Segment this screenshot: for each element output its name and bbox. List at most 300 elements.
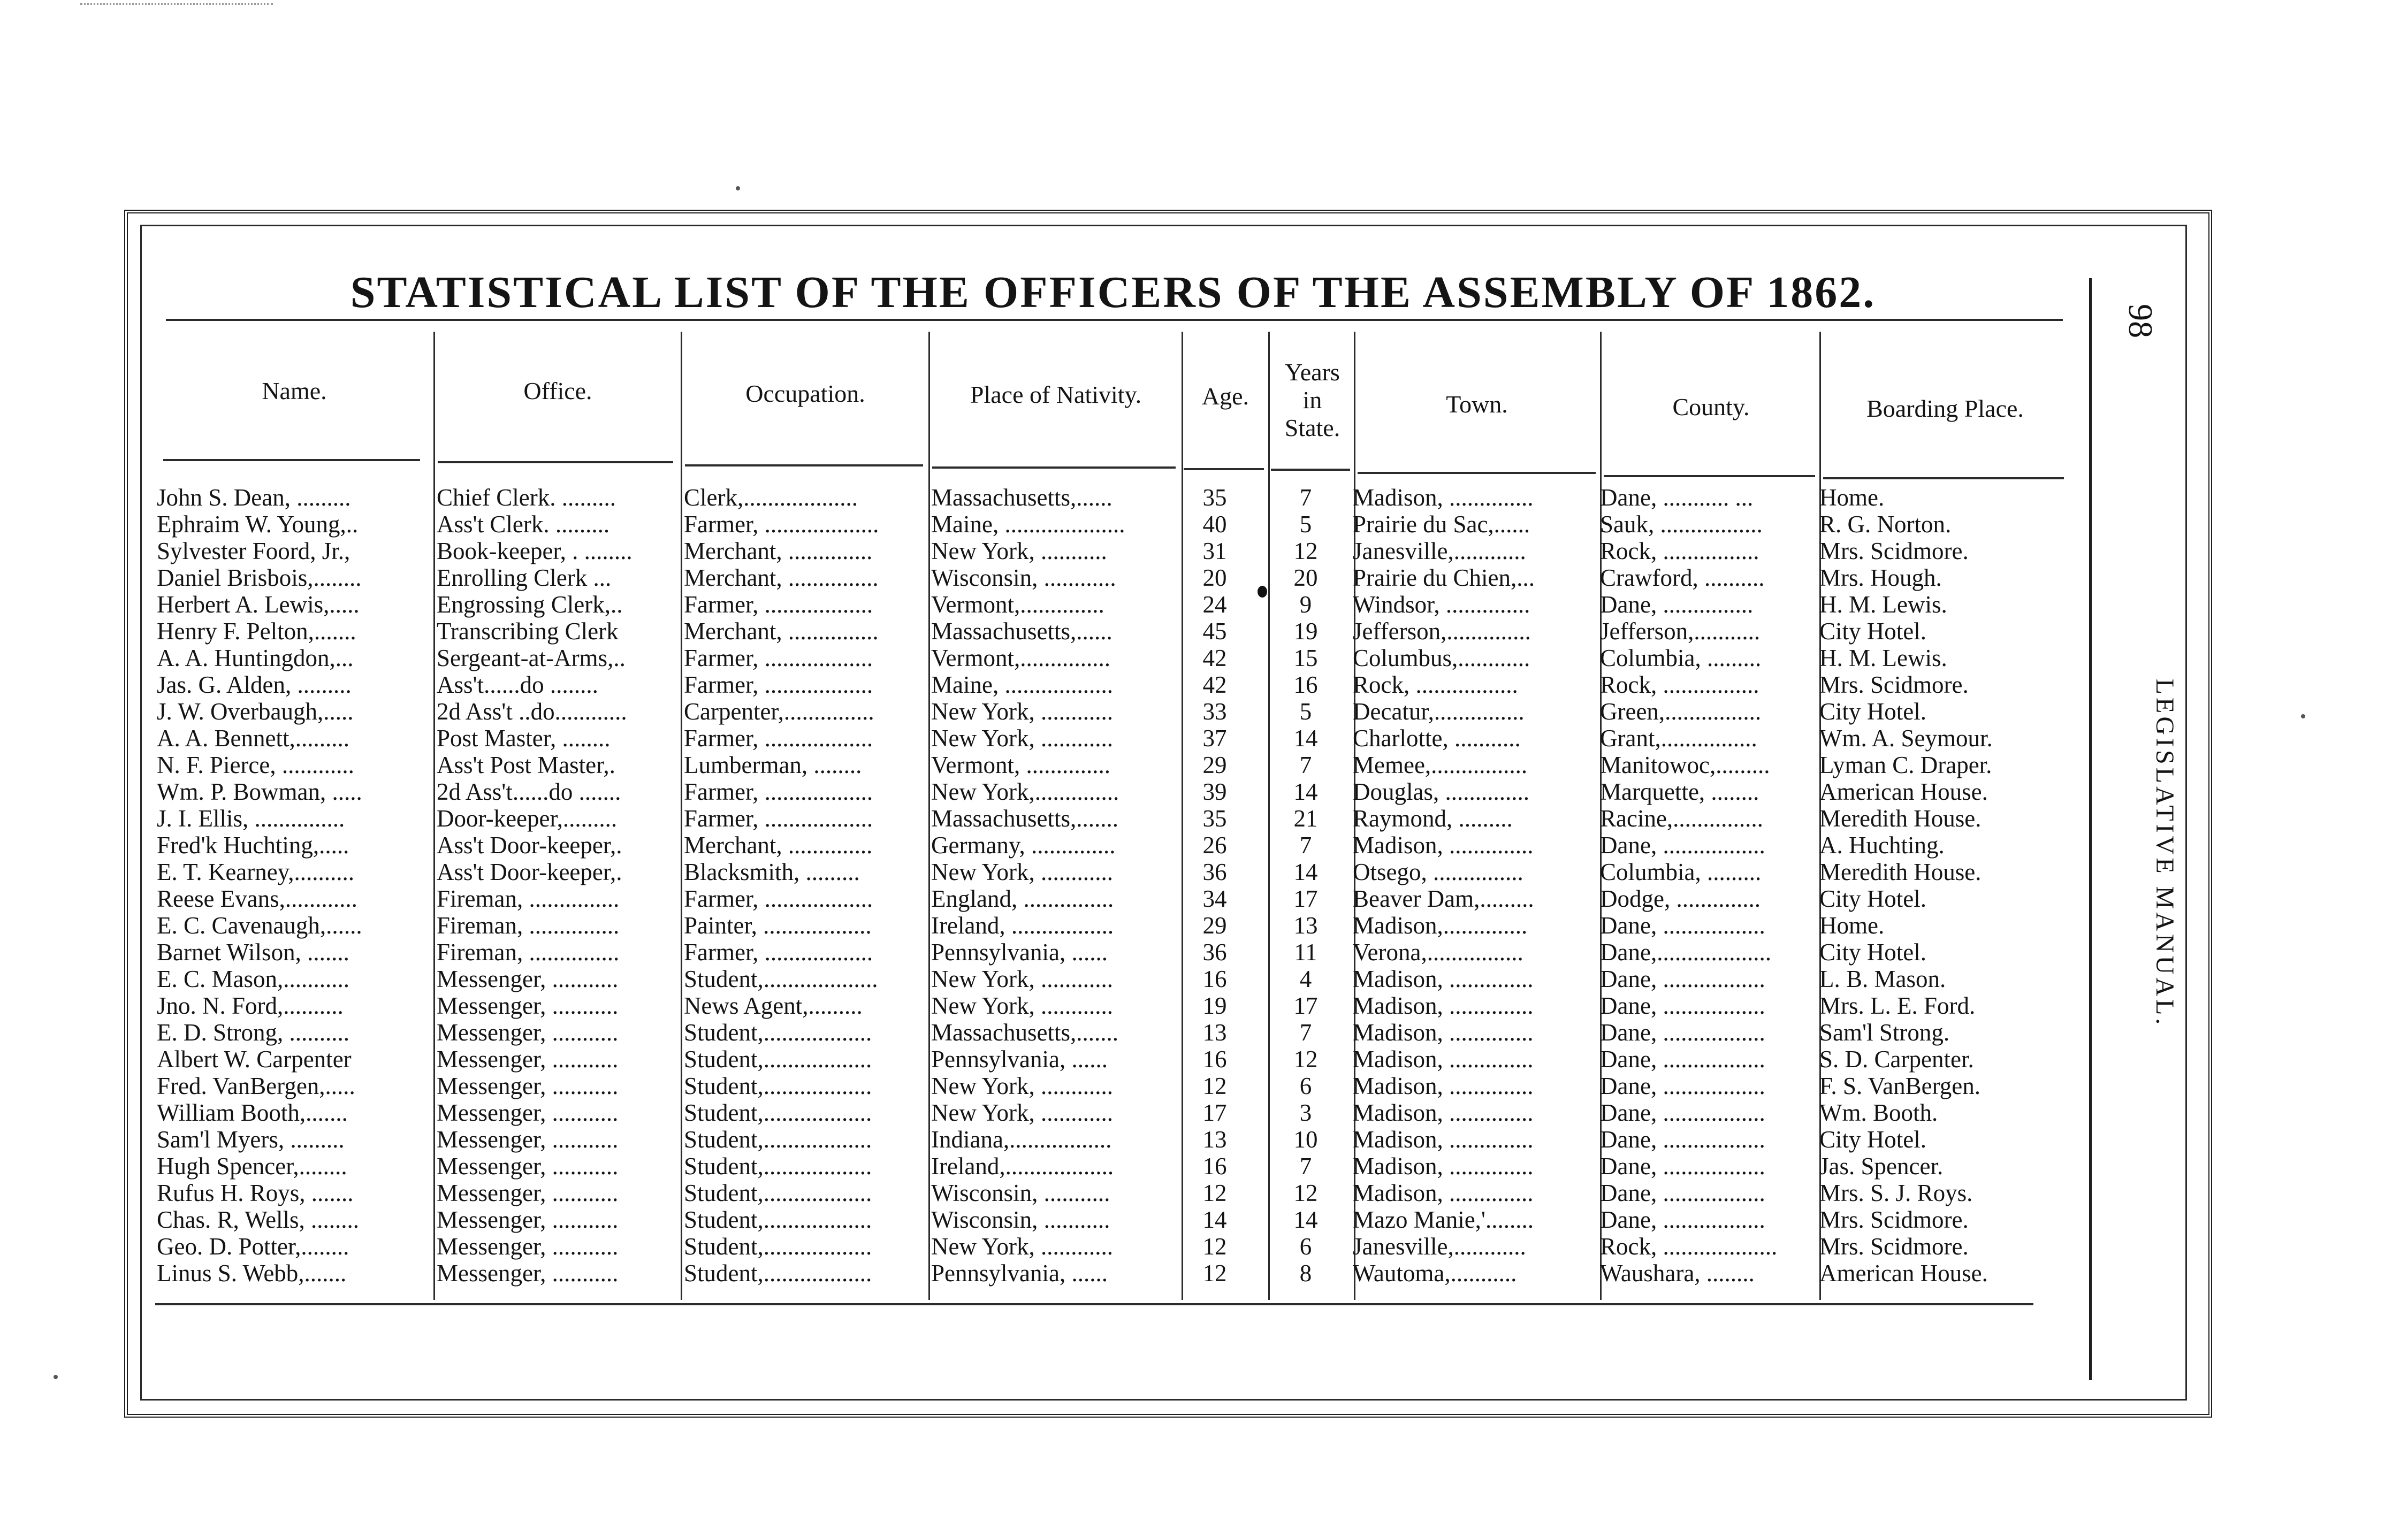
officer-name: E. T. Kearney,.......... bbox=[157, 859, 355, 885]
officer-town: Windsor, .............. bbox=[1353, 591, 1530, 618]
header-town: Town. bbox=[1446, 391, 1508, 418]
officer-office: Book-keeper, . ........ bbox=[437, 538, 633, 564]
officer-county: Dane, ................. bbox=[1600, 832, 1765, 859]
header-underline bbox=[1271, 469, 1350, 471]
officer-occupation: Merchant, .............. bbox=[684, 832, 873, 859]
table-bottom-rule bbox=[155, 1303, 2033, 1305]
officer-name: Sylvester Foord, Jr., bbox=[157, 538, 350, 564]
officer-name: Reese Evans,............ bbox=[157, 885, 357, 912]
table-row bbox=[0, 618, 2408, 645]
table-row bbox=[0, 1099, 2408, 1126]
officer-years-in-state: 21 bbox=[1293, 805, 1318, 832]
header-place-of-nativity: Place of Nativity. bbox=[970, 381, 1142, 408]
officer-occupation: Student,.................. bbox=[684, 1233, 872, 1260]
officer-name: J. W. Overbaugh,..... bbox=[157, 698, 354, 725]
officer-age: 12 bbox=[1202, 1260, 1227, 1287]
officer-county: Dane, ................. bbox=[1600, 966, 1765, 992]
officer-office: Ass't Post Master,. bbox=[437, 752, 615, 778]
header-underline bbox=[932, 466, 1176, 469]
officer-years-in-state: 17 bbox=[1293, 992, 1318, 1019]
officer-place-of-nativity: Massachusetts,....... bbox=[931, 805, 1118, 832]
officer-office: Ass't Clerk. ......... bbox=[437, 511, 610, 538]
table-row bbox=[0, 564, 2408, 591]
officer-town: Mazo Manie,'........ bbox=[1353, 1206, 1534, 1233]
officer-office: 2d Ass't ..do............ bbox=[437, 698, 627, 725]
table-row bbox=[0, 645, 2408, 671]
table-row bbox=[0, 1019, 2408, 1046]
officer-office: Fireman, ............... bbox=[437, 885, 620, 912]
officer-years-in-state: 12 bbox=[1293, 1046, 1318, 1073]
officer-office: Messenger, ........... bbox=[437, 1073, 619, 1099]
officer-place-of-nativity: New York,.............. bbox=[931, 778, 1119, 805]
officer-boarding-place: Wm. A. Seymour. bbox=[1819, 725, 1993, 752]
officer-place-of-nativity: Maine, .................. bbox=[931, 671, 1113, 698]
officer-boarding-place: Home. bbox=[1819, 912, 1885, 939]
officer-occupation: Blacksmith, ......... bbox=[684, 859, 860, 885]
officer-occupation: Painter, .................. bbox=[684, 912, 872, 939]
officer-place-of-nativity: Wisconsin, ........... bbox=[931, 1206, 1110, 1233]
officer-office: Transcribing Clerk bbox=[437, 618, 619, 645]
officer-county: Dane, ................. bbox=[1600, 1019, 1765, 1046]
officer-age: 16 bbox=[1202, 1153, 1227, 1180]
officer-office: 2d Ass't......do ....... bbox=[437, 778, 621, 805]
officer-county: Columbia, ......... bbox=[1600, 859, 1762, 885]
officer-office: Messenger, ........... bbox=[437, 1180, 619, 1206]
officer-years-in-state: 14 bbox=[1293, 725, 1318, 752]
officer-years-in-state: 9 bbox=[1299, 591, 1312, 618]
table-row bbox=[0, 1233, 2408, 1260]
officer-years-in-state: 6 bbox=[1299, 1073, 1312, 1099]
officer-occupation: Student,.................. bbox=[684, 1153, 872, 1180]
header-underline bbox=[163, 459, 420, 461]
table-row bbox=[0, 939, 2408, 966]
officer-years-in-state: 7 bbox=[1299, 1153, 1312, 1180]
officer-boarding-place: L. B. Mason. bbox=[1819, 966, 1946, 992]
officer-boarding-place: Wm. Booth. bbox=[1819, 1099, 1938, 1126]
officer-office: Ass't......do ........ bbox=[437, 671, 598, 698]
officer-town: Madison, .............. bbox=[1353, 832, 1534, 859]
officer-name: Geo. D. Potter,........ bbox=[157, 1233, 349, 1260]
header-underline bbox=[1604, 475, 1815, 477]
officer-town: Madison,.............. bbox=[1353, 912, 1528, 939]
officer-boarding-place: City Hotel. bbox=[1819, 698, 1926, 725]
officer-place-of-nativity: Indiana,................. bbox=[931, 1126, 1112, 1153]
officer-place-of-nativity: New York, ............ bbox=[931, 698, 1114, 725]
officer-occupation: Student,................... bbox=[684, 966, 878, 992]
officer-town: Janesville,............ bbox=[1353, 538, 1526, 564]
officer-occupation: Merchant, ............... bbox=[684, 564, 879, 591]
officer-years-in-state: 12 bbox=[1293, 1180, 1318, 1206]
officer-county: Racine,............... bbox=[1600, 805, 1763, 832]
table-row bbox=[0, 591, 2408, 618]
officer-occupation: Student,.................. bbox=[684, 1099, 872, 1126]
officer-county: Dane, ................. bbox=[1600, 1180, 1765, 1206]
officer-office: Messenger, ........... bbox=[437, 966, 619, 992]
officer-place-of-nativity: Ireland,.................. bbox=[931, 1153, 1114, 1180]
officer-office: Messenger, ........... bbox=[437, 1046, 619, 1073]
officer-county: Dane, ................. bbox=[1600, 1099, 1765, 1126]
officer-boarding-place: City Hotel. bbox=[1819, 618, 1926, 645]
officer-boarding-place: R. G. Norton. bbox=[1819, 511, 1952, 538]
officer-county: Dane, ................. bbox=[1600, 1206, 1765, 1233]
officer-years-in-state: 7 bbox=[1299, 752, 1312, 778]
officer-years-in-state: 7 bbox=[1299, 484, 1312, 511]
officer-age: 29 bbox=[1202, 912, 1227, 939]
officer-years-in-state: 7 bbox=[1299, 1019, 1312, 1046]
officer-county: Dane, ................. bbox=[1600, 1073, 1765, 1099]
header-years-in-state: Years in State. bbox=[1284, 358, 1340, 441]
officer-boarding-place: H. M. Lewis. bbox=[1819, 591, 1947, 618]
officer-occupation: Farmer, .................. bbox=[684, 939, 873, 966]
officer-county: Rock, ................ bbox=[1600, 538, 1759, 564]
officer-county: Marquette, ........ bbox=[1600, 778, 1759, 805]
officer-office: Chief Clerk. ......... bbox=[437, 484, 616, 511]
officer-county: Rock, ................ bbox=[1600, 671, 1759, 698]
page-title: STATISTICAL LIST OF THE OFFICERS OF THE ASSEMBLY OF 1862. bbox=[350, 267, 1876, 317]
officer-place-of-nativity: New York, ............ bbox=[931, 725, 1114, 752]
officer-name: Jno. N. Ford,.......... bbox=[157, 992, 344, 1019]
officer-years-in-state: 6 bbox=[1299, 1233, 1312, 1260]
officer-occupation: Student,.................. bbox=[684, 1260, 872, 1287]
officer-county: Dane,................... bbox=[1600, 939, 1771, 966]
officer-place-of-nativity: Vermont,............... bbox=[931, 645, 1110, 671]
officer-age: 35 bbox=[1202, 484, 1227, 511]
officer-town: Madison, .............. bbox=[1353, 1046, 1534, 1073]
officer-name: Ephraim W. Young,.. bbox=[157, 511, 359, 538]
header-underline bbox=[685, 464, 923, 466]
officer-name: Henry F. Pelton,....... bbox=[157, 618, 356, 645]
officer-name: Rufus H. Roys, ....... bbox=[157, 1180, 354, 1206]
officer-age: 33 bbox=[1202, 698, 1227, 725]
officer-years-in-state: 10 bbox=[1293, 1126, 1318, 1153]
officer-county: Dane, ............... bbox=[1600, 591, 1754, 618]
officer-office: Fireman, ............... bbox=[437, 939, 620, 966]
officer-town: Rock, ................. bbox=[1353, 671, 1518, 698]
officer-name: Jas. G. Alden, ......... bbox=[157, 671, 352, 698]
officer-years-in-state: 3 bbox=[1299, 1099, 1312, 1126]
officer-age: 17 bbox=[1202, 1099, 1227, 1126]
table-row bbox=[0, 538, 2408, 564]
officer-town: Prairie du Chien,... bbox=[1353, 564, 1535, 591]
officer-county: Manitowoc,......... bbox=[1600, 752, 1770, 778]
header-name: Name. bbox=[262, 377, 327, 404]
table-row bbox=[0, 992, 2408, 1019]
officer-place-of-nativity: New York, ............ bbox=[931, 859, 1114, 885]
officer-boarding-place: Sam'l Strong. bbox=[1819, 1019, 1950, 1046]
officer-town: Douglas, .............. bbox=[1353, 778, 1529, 805]
officer-occupation: Farmer, .................. bbox=[684, 645, 873, 671]
officer-office: Sergeant-at-Arms,.. bbox=[437, 645, 626, 671]
officer-county: Green,................ bbox=[1600, 698, 1762, 725]
officer-age: 13 bbox=[1202, 1126, 1227, 1153]
officer-name: A. A. Bennett,......... bbox=[157, 725, 349, 752]
officer-town: Madison, .............. bbox=[1353, 1180, 1534, 1206]
officer-age: 24 bbox=[1202, 591, 1227, 618]
officer-age: 36 bbox=[1202, 939, 1227, 966]
officer-name: E. C. Mason,........... bbox=[157, 966, 349, 992]
officer-name: Albert W. Carpenter bbox=[157, 1046, 352, 1073]
officer-boarding-place: F. S. VanBergen. bbox=[1819, 1073, 1981, 1099]
table-row bbox=[0, 1126, 2408, 1153]
officer-age: 14 bbox=[1202, 1206, 1227, 1233]
officer-place-of-nativity: Pennsylvania, ...... bbox=[931, 1260, 1108, 1287]
table-row bbox=[0, 966, 2408, 992]
officer-occupation: Farmer, .................. bbox=[684, 591, 873, 618]
header-county: County. bbox=[1672, 393, 1750, 420]
officer-place-of-nativity: England, ............... bbox=[931, 885, 1114, 912]
officer-occupation: Farmer, .................. bbox=[684, 725, 873, 752]
officer-office: Enrolling Clerk ... bbox=[437, 564, 612, 591]
officer-boarding-place: S. D. Carpenter. bbox=[1819, 1046, 1974, 1073]
officer-years-in-state: 15 bbox=[1293, 645, 1318, 671]
officer-occupation: Student,.................. bbox=[684, 1019, 872, 1046]
table-row bbox=[0, 912, 2408, 939]
stray-dot bbox=[54, 1375, 58, 1379]
header-underline bbox=[1358, 472, 1596, 474]
officer-age: 12 bbox=[1202, 1073, 1227, 1099]
officer-name: Wm. P. Bowman, ..... bbox=[157, 778, 362, 805]
officer-boarding-place: Home. bbox=[1819, 484, 1885, 511]
officer-age: 29 bbox=[1202, 752, 1227, 778]
header-age: Age. bbox=[1201, 382, 1249, 410]
officer-name: Sam'l Myers, ......... bbox=[157, 1126, 345, 1153]
officer-office: Post Master, ........ bbox=[437, 725, 611, 752]
officer-office: Fireman, ............... bbox=[437, 912, 620, 939]
scan-smudge bbox=[80, 3, 273, 7]
officer-age: 39 bbox=[1202, 778, 1227, 805]
officer-county: Jefferson,........... bbox=[1600, 618, 1761, 645]
officer-years-in-state: 7 bbox=[1299, 832, 1312, 859]
officer-town: Madison, .............. bbox=[1353, 1126, 1534, 1153]
officer-boarding-place: Meredith House. bbox=[1819, 805, 1982, 832]
officer-years-in-state: 11 bbox=[1294, 939, 1317, 966]
officer-age: 37 bbox=[1202, 725, 1227, 752]
officer-age: 42 bbox=[1202, 645, 1227, 671]
officer-boarding-place: Mrs. S. J. Roys. bbox=[1819, 1180, 1973, 1206]
officer-office: Messenger, ........... bbox=[437, 1260, 619, 1287]
officer-town: Columbus,............ bbox=[1353, 645, 1530, 671]
officer-office: Ass't Door-keeper,. bbox=[437, 859, 622, 885]
table-row bbox=[0, 725, 2408, 752]
officer-place-of-nativity: New York, ............ bbox=[931, 1073, 1114, 1099]
table-row bbox=[0, 885, 2408, 912]
officer-town: Madison, .............. bbox=[1353, 1019, 1534, 1046]
officer-place-of-nativity: Wisconsin, ........... bbox=[931, 1180, 1110, 1206]
officer-name: E. C. Cavenaugh,...... bbox=[157, 912, 362, 939]
officer-boarding-place: Mrs. Scidmore. bbox=[1819, 538, 1969, 564]
table-row bbox=[0, 1260, 2408, 1287]
officer-name: J. I. Ellis, ............... bbox=[157, 805, 345, 832]
officer-age: 45 bbox=[1202, 618, 1227, 645]
officer-town: Madison, .............. bbox=[1353, 966, 1534, 992]
officer-county: Dane, ................. bbox=[1600, 992, 1765, 1019]
officer-place-of-nativity: Pennsylvania, ...... bbox=[931, 939, 1108, 966]
table-row bbox=[0, 671, 2408, 698]
officer-years-in-state: 19 bbox=[1293, 618, 1318, 645]
officer-boarding-place: Lyman C. Draper. bbox=[1819, 752, 1992, 778]
officer-boarding-place: City Hotel. bbox=[1819, 1126, 1926, 1153]
officer-years-in-state: 16 bbox=[1293, 671, 1318, 698]
officer-boarding-place: H. M. Lewis. bbox=[1819, 645, 1947, 671]
officer-place-of-nativity: New York, ............ bbox=[931, 1233, 1114, 1260]
officer-office: Messenger, ........... bbox=[437, 1233, 619, 1260]
officer-town: Wautoma,........... bbox=[1353, 1260, 1517, 1287]
officer-occupation: Farmer, .................. bbox=[684, 778, 873, 805]
officer-county: Columbia, ......... bbox=[1600, 645, 1762, 671]
officer-name: John S. Dean, ......... bbox=[157, 484, 351, 511]
officer-occupation: Student,.................. bbox=[684, 1126, 872, 1153]
table-row bbox=[0, 805, 2408, 832]
officer-years-in-state: 4 bbox=[1299, 966, 1312, 992]
table-row bbox=[0, 859, 2408, 885]
officer-county: Dane, ........... ... bbox=[1600, 484, 1754, 511]
header-boarding-place: Boarding Place. bbox=[1866, 395, 2024, 422]
officer-years-in-state: 5 bbox=[1299, 698, 1312, 725]
officer-office: Messenger, ........... bbox=[437, 992, 619, 1019]
officer-years-in-state: 12 bbox=[1293, 538, 1318, 564]
officer-place-of-nativity: New York, ........... bbox=[931, 538, 1107, 564]
officer-town: Madison, .............. bbox=[1353, 1153, 1534, 1180]
officer-county: Dane, ................. bbox=[1600, 1126, 1765, 1153]
officer-place-of-nativity: Massachusetts,...... bbox=[931, 618, 1112, 645]
officer-boarding-place: City Hotel. bbox=[1819, 885, 1926, 912]
officer-place-of-nativity: Massachusetts,....... bbox=[931, 1019, 1118, 1046]
officer-years-in-state: 8 bbox=[1299, 1260, 1312, 1287]
officer-place-of-nativity: Vermont, .............. bbox=[931, 752, 1110, 778]
officer-age: 12 bbox=[1202, 1233, 1227, 1260]
officer-occupation: Student,.................. bbox=[684, 1206, 872, 1233]
table-row bbox=[0, 1073, 2408, 1099]
officer-county: Grant,................ bbox=[1600, 725, 1757, 752]
officer-county: Dane, ................. bbox=[1600, 1046, 1765, 1073]
officer-boarding-place: Mrs. Hough. bbox=[1819, 564, 1942, 591]
officer-occupation: Lumberman, ........ bbox=[684, 752, 862, 778]
header-underline bbox=[1184, 468, 1264, 470]
officer-age: 19 bbox=[1202, 992, 1227, 1019]
officer-name: Hugh Spencer,........ bbox=[157, 1153, 347, 1180]
officer-place-of-nativity: Ireland, ................. bbox=[931, 912, 1114, 939]
officer-town: Raymond, ......... bbox=[1353, 805, 1513, 832]
officer-county: Crawford, .......... bbox=[1600, 564, 1765, 591]
officer-office: Door-keeper,......... bbox=[437, 805, 618, 832]
officer-age: 16 bbox=[1202, 966, 1227, 992]
officer-place-of-nativity: Germany, .............. bbox=[931, 832, 1116, 859]
officer-age: 42 bbox=[1202, 671, 1227, 698]
officer-name: Linus S. Webb,....... bbox=[157, 1260, 347, 1287]
officer-county: Dodge, .............. bbox=[1600, 885, 1761, 912]
officer-place-of-nativity: Massachusetts,...... bbox=[931, 484, 1112, 511]
officer-occupation: Student,.................. bbox=[684, 1073, 872, 1099]
officer-boarding-place: Meredith House. bbox=[1819, 859, 1982, 885]
table-row bbox=[0, 1180, 2408, 1206]
officer-town: Verona,................ bbox=[1353, 939, 1523, 966]
officer-age: 34 bbox=[1202, 885, 1227, 912]
officer-name: Fred. VanBergen,..... bbox=[157, 1073, 355, 1099]
officer-place-of-nativity: New York, ............ bbox=[931, 1099, 1114, 1126]
officer-occupation: Farmer, ................... bbox=[684, 511, 879, 538]
officer-occupation: Farmer, .................. bbox=[684, 805, 873, 832]
officer-county: Dane, ................. bbox=[1600, 912, 1765, 939]
officer-years-in-state: 14 bbox=[1293, 778, 1318, 805]
table-row bbox=[0, 778, 2408, 805]
officer-office: Messenger, ........... bbox=[437, 1153, 619, 1180]
table-row bbox=[0, 511, 2408, 538]
officer-age: 36 bbox=[1202, 859, 1227, 885]
officer-years-in-state: 14 bbox=[1293, 1206, 1318, 1233]
officer-occupation: Student,.................. bbox=[684, 1180, 872, 1206]
header-underline bbox=[1823, 477, 2064, 479]
officer-office: Messenger, ........... bbox=[437, 1206, 619, 1233]
officer-boarding-place: American House. bbox=[1819, 778, 1988, 805]
header-occupation: Occupation. bbox=[745, 380, 865, 407]
officer-county: Waushara, ........ bbox=[1600, 1260, 1755, 1287]
officer-town: Memee,................ bbox=[1353, 752, 1528, 778]
officer-town: Janesville,............ bbox=[1353, 1233, 1526, 1260]
running-head-vertical: LEGISLATIVE MANUAL. bbox=[2151, 678, 2179, 1028]
officer-occupation: News Agent,......... bbox=[684, 992, 863, 1019]
officer-office: Ass't Door-keeper,. bbox=[437, 832, 622, 859]
officer-town: Decatur,............... bbox=[1353, 698, 1525, 725]
officer-town: Otsego, ............... bbox=[1353, 859, 1523, 885]
officer-county: Rock, ................... bbox=[1600, 1233, 1778, 1260]
officer-years-in-state: 14 bbox=[1293, 859, 1318, 885]
officer-occupation: Merchant, ............... bbox=[684, 618, 879, 645]
officer-office: Messenger, ........... bbox=[437, 1019, 619, 1046]
officer-boarding-place: Jas. Spencer. bbox=[1819, 1153, 1944, 1180]
officer-name: Fred'k Huchting,..... bbox=[157, 832, 349, 859]
officer-name: Herbert A. Lewis,..... bbox=[157, 591, 360, 618]
officer-boarding-place: Mrs. L. E. Ford. bbox=[1819, 992, 1976, 1019]
officer-age: 20 bbox=[1202, 564, 1227, 591]
officer-boarding-place: American House. bbox=[1819, 1260, 1988, 1287]
officer-town: Charlotte, ........... bbox=[1353, 725, 1521, 752]
officer-occupation: Merchant, .............. bbox=[684, 538, 873, 564]
officer-age: 35 bbox=[1202, 805, 1227, 832]
table-row bbox=[0, 698, 2408, 725]
officer-years-in-state: 17 bbox=[1293, 885, 1318, 912]
header-office: Office. bbox=[523, 377, 592, 404]
stray-dot bbox=[736, 186, 740, 190]
officer-years-in-state: 20 bbox=[1293, 564, 1318, 591]
officer-town: Prairie du Sac,...... bbox=[1353, 511, 1530, 538]
officer-office: Messenger, ........... bbox=[437, 1126, 619, 1153]
officer-name: A. A. Huntingdon,... bbox=[157, 645, 354, 671]
officer-name: N. F. Pierce, ............ bbox=[157, 752, 354, 778]
table-row bbox=[0, 752, 2408, 778]
officer-town: Madison, .............. bbox=[1353, 1073, 1534, 1099]
officer-boarding-place: A. Huchting. bbox=[1819, 832, 1945, 859]
header-underline bbox=[438, 461, 673, 463]
officer-occupation: Carpenter,............... bbox=[684, 698, 874, 725]
officer-boarding-place: Mrs. Scidmore. bbox=[1819, 1233, 1969, 1260]
officer-town: Beaver Dam,......... bbox=[1353, 885, 1534, 912]
officer-name: Chas. R, Wells, ........ bbox=[157, 1206, 360, 1233]
title-rule bbox=[166, 319, 2063, 321]
officer-town: Madison, .............. bbox=[1353, 484, 1534, 511]
officer-age: 40 bbox=[1202, 511, 1227, 538]
officer-age: 12 bbox=[1202, 1180, 1227, 1206]
officer-place-of-nativity: Maine, .................... bbox=[931, 511, 1125, 538]
officer-occupation: Clerk,................... bbox=[684, 484, 858, 511]
officer-years-in-state: 13 bbox=[1293, 912, 1318, 939]
table-row bbox=[0, 832, 2408, 859]
officer-age: 16 bbox=[1202, 1046, 1227, 1073]
officer-place-of-nativity: New York, ............ bbox=[931, 992, 1114, 1019]
officer-place-of-nativity: Wisconsin, ............ bbox=[931, 564, 1116, 591]
officer-name: Barnet Wilson, ....... bbox=[157, 939, 349, 966]
officer-name: William Booth,....... bbox=[157, 1099, 348, 1126]
officer-boarding-place: Mrs. Scidmore. bbox=[1819, 1206, 1969, 1233]
